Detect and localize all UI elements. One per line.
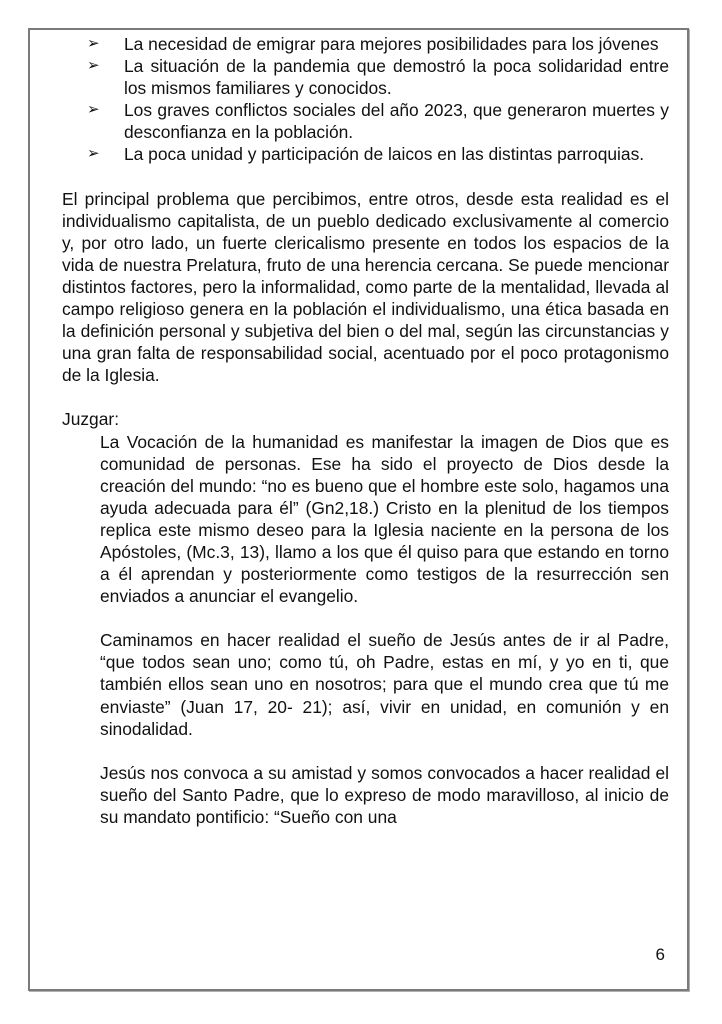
section-heading-juzgar: Juzgar: (62, 409, 120, 430)
bullet-list (62, 33, 669, 166)
arrow-bullet-icon: ➢ (87, 145, 100, 163)
list-item: ➢ La necesidad de emigrar para mejores posibilidades para los jóvenes (87, 34, 659, 54)
list-item: ➢ La situación de la pandemia que demostró la poca solidaridad entre los mismos familiares y conocidos. (87, 56, 669, 99)
list-item: ➢ La poca unidad y participación de laicos en las distintas parroquias. (87, 144, 645, 165)
juzgar-paragraph-1: La Vocación de la humanidad es manifestar la imagen de Dios que es comunidad de personas. Ese ha sido el proyecto de Dios desde la creación del mundo: “no es bueno que el hombre este solo, hagamos una ayuda adecuada para él” (Gn2,18.) Cristo en la plenitud de los tiempos replica este mismo deseo para la Iglesia naciente en la persona de los Apóstoles, (Mc.3, 13), llamo a los que él quiso para que estando en torno a él aprendan y posteriormente como testigos de la resurrección sen enviados a anunciar el evangelio. (100, 431, 669, 607)
juzgar-paragraph-2: Caminamos en hacer realidad el sueño de Jesús antes de ir al Padre, “que todos sean uno; como tú, oh Padre, estas en mí, y yo en ti, que también ellos sean uno en nosotros; para que el mundo crea que tú me enviaste” (Juan 17, 20- 21); así, vivir en unidad, en comunión y en sinodalidad. (100, 630, 669, 739)
arrow-bullet-icon: ➢ (87, 35, 100, 52)
arrow-bullet-icon: ➢ (87, 57, 100, 75)
problem-paragraph: El principal problema que percibimos, entre otros, desde esta realidad es el individualismo capitalista, de un pueblo dedicado exclusivamente al comercio y, por otro lado, un fuerte clericalismo presente en todos los espacios de la vida de nuestra Prelatura, fruto de una herencia cercana. Se puede mencionar distintos factores, pero la informalidad, como parte de la mentalidad, llevada al campo religioso genera en la población el individualismo, una ética basada en la definición personal y subjetiva del bien o del mal, según las circunstancias y una gran falta de responsabilidad social, acentuado por el poco protagonismo de la Iglesia. (62, 188, 669, 386)
document-body (62, 33, 669, 828)
list-item: ➢ Los graves conflictos sociales del año 2023, que generaron muertes y desconfianza en la población. (87, 100, 669, 143)
juzgar-paragraph-3: Jesús nos convoca a su amistad y somos convocados a hacer realidad el sueño del Santo Padre, que lo expreso de modo maravilloso, al inicio de su mandato pontificio: “Sueño con una (100, 762, 669, 827)
page-number: 6 (655, 945, 665, 964)
arrow-bullet-icon: ➢ (87, 101, 100, 119)
